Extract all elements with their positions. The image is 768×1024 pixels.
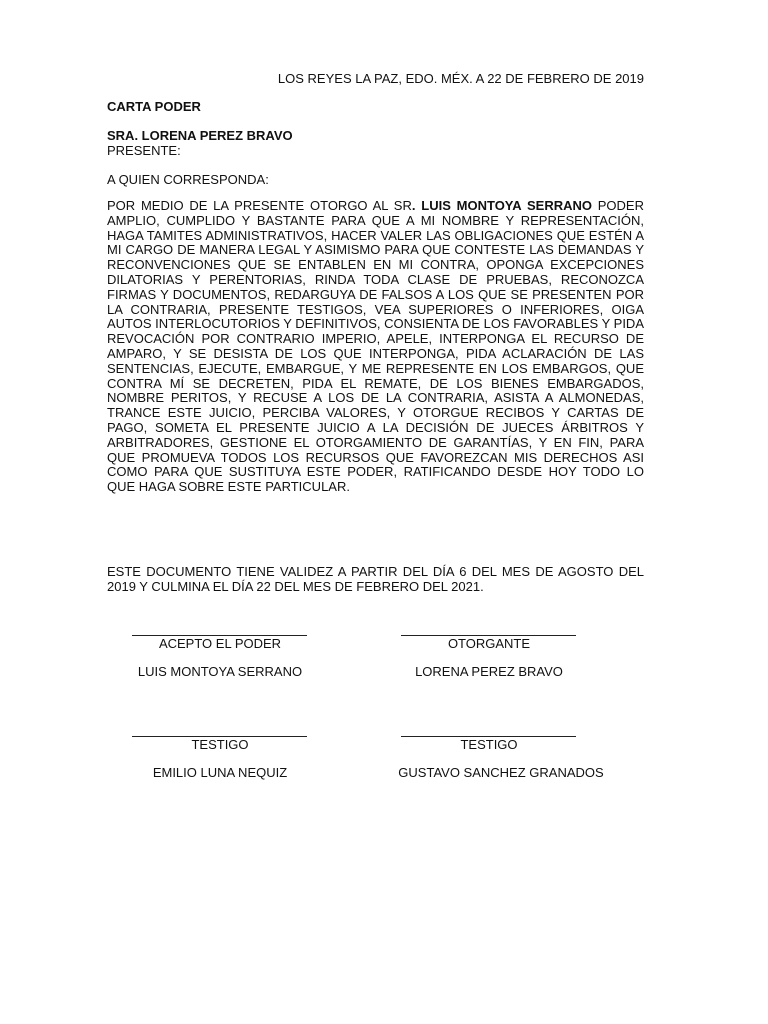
body-text-part1: POR MEDIO DE LA PRESENTE OTORGO AL SR	[107, 198, 412, 213]
signature-role-acepto: ACEPTO EL PODER	[158, 636, 282, 651]
body-text-part2: PODER AMPLIO, CUMPLIDO Y BASTANTE PARA QUE A MI NOMBRE Y REPRESENTACIÓN, HAGA TAMITES ADMINISTRATIVOS, HACER VALER LAS OBLIGACIONES QUE ESTÉN A MI CARGO DE MANERA LEGAL Y ASIMISMO PARA QUE CONTESTE LAS DEMANDAS Y RECONVENCIONES QUE SE ENTABLEN EN MI CONTRA, OPONGA EXCEPCIONES DILATORIAS Y PERENTORIAS, RINDA TODA CLASE DE PRUEBAS, RECONOZCA FIRMAS Y DOCUMENTOS, REDARGUYA DE FALSOS A LOS QUE SE PRESENTEN POR LA CONTRARIA, PRESENTE TESTIGOS, VEA SUPERIORES O INFERIORES, OIGA AUTOS INTERLOCUTORIOS Y DEFINITIVOS, CONSIENTA DE LOS FAVORABLES Y PIDA REVOCACIÓN POR CONTRARIO IMPERIO, APELE, INTERPONGA EL RECURSO DE AMPARO, Y SE DESISTA DE LOS QUE INTERPONGA, PIDA ACLARACIÓN DE LAS SENTENCIAS, EJECUTE, EMBARGUE, Y ME REPRESENTE EN LOS EMBARGOS, QUE CONTRA MÍ SE DECRETEN, PIDA EL REMATE, DE LOS BIENES EMBARGADOS, NOMBRE PERITOS, Y RECUSE A LOS DE LA CONTRARIA, ASISTA A ALMONEDAS, TRANCE ESTE JUICIO, PERCIBA VALORES, Y OTORGUE RECIBOS Y CARTAS DE PAGO, SOMETA EL PRESENTE JUICIO A LA DECISIÓN DE JUECES ÁRBITROS Y ARBITRADORES, GESTIONE EL OTORGAMIENTO DE GARANTÍAS, Y EN FIN, PARA QUE PROMUEVA TODOS LOS RECURSOS QUE FAVOREZCAN MIS DERECHOS ASI COMO PARA QUE SUSTITUYA ESTE PODER, RATIFICANDO DESDE HOY TODO LO QUE HAGA SOBRE ESTE PARTICULAR.	[107, 198, 644, 495]
salutation: A QUIEN CORRESPONDA:	[107, 172, 269, 187]
signature-role-otorgante: OTORGANTE	[447, 636, 531, 651]
recipient-presente: PRESENTE:	[107, 143, 181, 158]
signature-name-acepto: LUIS MONTOYA SERRANO	[137, 664, 303, 679]
signature-role-testigo-1: TESTIGO	[191, 737, 249, 752]
signature-name-testigo-2: GUSTAVO SANCHEZ GRANADOS	[398, 765, 604, 780]
document-title: CARTA PODER	[107, 99, 201, 114]
date-line: LOS REYES LA PAZ, EDO. MÉX. A 22 DE FEBRERO DE 2019	[277, 71, 644, 86]
signature-name-otorgante: LORENA PEREZ BRAVO	[415, 664, 563, 679]
signature-role-testigo-2: TESTIGO	[460, 737, 518, 752]
body-paragraph	[107, 199, 644, 495]
attorney-name: . LUIS MONTOYA SERRANO	[411, 198, 592, 213]
validity-paragraph: ESTE DOCUMENTO TIENE VALIDEZ A PARTIR DEL DÍA 6 DEL MES DE AGOSTO DEL 2019 Y CULMINA EL DÍA 22 DEL MES DE FEBRERO DEL 2021.	[107, 564, 644, 594]
signature-name-testigo-1: EMILIO LUNA NEQUIZ	[152, 765, 288, 780]
recipient-name: SRA. LORENA PEREZ BRAVO	[107, 128, 293, 143]
